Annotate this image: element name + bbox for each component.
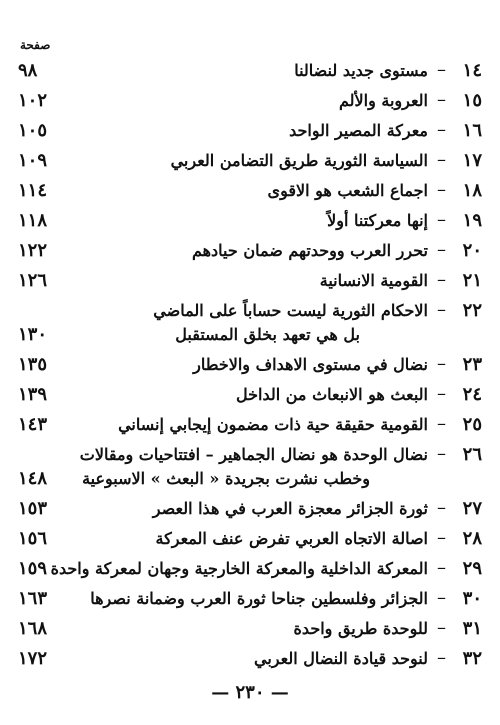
toc-entry bbox=[0, 380, 500, 410]
entry-index: ١٨ bbox=[462, 180, 482, 201]
toc-entry bbox=[0, 494, 500, 524]
entry-page-number: ١١٨ bbox=[18, 210, 48, 231]
toc-entry bbox=[0, 584, 500, 614]
entry-dash: – bbox=[437, 557, 446, 578]
entry-dash: – bbox=[437, 209, 446, 230]
entry-index: ١٤ bbox=[462, 60, 482, 81]
entry-page-number: ١٠٢ bbox=[18, 90, 48, 111]
entry-title: القومية حقيقة حية ذات مضمون إيجابي إنساني bbox=[118, 415, 428, 434]
entry-dash: – bbox=[437, 497, 446, 518]
entry-index: ٢٤ bbox=[462, 384, 482, 405]
entry-page-number: ١٧٢ bbox=[18, 648, 48, 669]
entry-index: ٢٣ bbox=[462, 354, 482, 375]
entry-dash: – bbox=[437, 527, 446, 548]
entry-index: ٢٢ bbox=[462, 300, 482, 321]
entry-page-number: ٩٨ bbox=[18, 60, 38, 81]
toc-entry bbox=[0, 176, 500, 206]
entry-page-number: ١٣٩ bbox=[18, 384, 48, 405]
entry-index: ١٩ bbox=[462, 210, 482, 231]
entry-title: إنها معركتنا أولاً bbox=[327, 211, 428, 230]
entry-page-number: ١٢٢ bbox=[18, 240, 48, 261]
page-footer-number: — ٢٣٠ — bbox=[211, 682, 289, 703]
entry-title: الجزائر وفلسطين جناحا ثورة العرب وضمانة نصرها bbox=[90, 589, 428, 608]
entry-index: ١٧ bbox=[462, 150, 482, 171]
entry-title-continuation: وخطب نشرت بجريدة « البعث » الاسبوعية bbox=[82, 469, 370, 488]
entry-page-number: ١٣٠ bbox=[18, 324, 48, 345]
toc-entry bbox=[0, 644, 500, 674]
entry-dash: – bbox=[437, 89, 446, 110]
entry-page-number: ١٣٥ bbox=[18, 354, 48, 375]
entry-index: ٢٩ bbox=[462, 558, 482, 579]
entry-index: ١٦ bbox=[462, 120, 482, 141]
entry-page-number: ١٥٩ bbox=[18, 558, 48, 579]
entry-page-number: ١٢٦ bbox=[18, 270, 48, 291]
toc-entry bbox=[0, 206, 500, 236]
page-column-header: صفحة bbox=[20, 38, 51, 52]
entry-index: ٣٢ bbox=[462, 648, 482, 669]
entry-title: مستوى جديد لنضالنا bbox=[294, 61, 428, 80]
entry-index: ٢٥ bbox=[462, 414, 482, 435]
entry-title: معركة المصير الواحد bbox=[289, 121, 428, 140]
entry-dash: – bbox=[437, 443, 446, 464]
toc-entry bbox=[0, 56, 500, 86]
toc-entry bbox=[0, 440, 500, 494]
entry-title: لنوحد قيادة النضال العربي bbox=[253, 649, 428, 668]
entry-index: ٢٠ bbox=[462, 240, 482, 261]
toc-entry bbox=[0, 116, 500, 146]
entry-index: ٣١ bbox=[462, 618, 482, 639]
entry-index: ٢٦ bbox=[462, 444, 482, 465]
entry-title: اصالة الاتجاه العربي تفرض عنف المعركة bbox=[155, 529, 428, 548]
entry-dash: – bbox=[437, 179, 446, 200]
entry-page-number: ١٥٣ bbox=[18, 498, 48, 519]
entry-dash: – bbox=[437, 353, 446, 374]
toc-entry bbox=[0, 350, 500, 380]
entry-dash: – bbox=[437, 413, 446, 434]
entry-title: العروبة والألم bbox=[338, 91, 428, 110]
toc-entry bbox=[0, 146, 500, 176]
entry-dash: – bbox=[437, 269, 446, 290]
entry-dash: – bbox=[437, 299, 446, 320]
toc-entry bbox=[0, 296, 500, 350]
entry-index: ٢٨ bbox=[462, 528, 482, 549]
entry-page-number: ١٦٨ bbox=[18, 618, 48, 639]
entry-dash: – bbox=[437, 59, 446, 80]
entry-dash: – bbox=[437, 587, 446, 608]
entry-dash: – bbox=[437, 383, 446, 404]
entry-title: الاحكام الثورية ليست حساباً على الماضي bbox=[153, 301, 428, 320]
entry-page-number: ١٦٣ bbox=[18, 588, 48, 609]
entry-title: السياسة الثورية طريق التضامن العربي bbox=[170, 151, 428, 170]
entry-title: اجماع الشعب هو الاقوى bbox=[267, 181, 428, 200]
entry-page-number: ١٠٩ bbox=[18, 150, 48, 171]
toc-entries bbox=[0, 56, 500, 674]
entry-index: ٢٧ bbox=[462, 498, 482, 519]
entry-title: نضال في مستوى الاهداف والاخطار bbox=[193, 355, 428, 374]
toc-entry bbox=[0, 554, 500, 584]
entry-dash: – bbox=[437, 119, 446, 140]
entry-page-number: ١٥٦ bbox=[18, 528, 48, 549]
entry-title: المعركة الداخلية والمعركة الخارجية وجهان لمعركة واحدة bbox=[50, 559, 428, 578]
toc-entry bbox=[0, 266, 500, 296]
entry-dash: – bbox=[437, 239, 446, 260]
entry-title: تحرر العرب ووحدتهم ضمان حيادهم bbox=[191, 241, 428, 260]
entry-index: ٣٠ bbox=[462, 588, 482, 609]
entry-title: ثورة الجزائر معجزة العرب في هذا العصر bbox=[152, 499, 428, 518]
toc-entry bbox=[0, 86, 500, 116]
entry-page-number: ١٤٨ bbox=[18, 468, 48, 489]
toc-entry bbox=[0, 410, 500, 440]
entry-title-continuation: بل هي تعهد بخلق المستقبل bbox=[175, 325, 360, 344]
entry-index: ٢١ bbox=[462, 270, 482, 291]
entry-dash: – bbox=[437, 647, 446, 668]
entry-page-number: ١٠٥ bbox=[18, 120, 48, 141]
toc-entry bbox=[0, 236, 500, 266]
entry-title: نضال الوحدة هو نضال الجماهير – افتتاحيات ومقالات bbox=[79, 445, 428, 464]
entry-index: ١٥ bbox=[462, 90, 482, 111]
entry-page-number: ١١٤ bbox=[18, 180, 48, 201]
toc-entry bbox=[0, 524, 500, 554]
toc-entry bbox=[0, 614, 500, 644]
entry-title: القومية الانسانية bbox=[319, 271, 428, 290]
entry-title: للوحدة طريق واحدة bbox=[293, 619, 428, 638]
entry-title: البعث هو الانبعاث من الداخل bbox=[236, 385, 428, 404]
entry-dash: – bbox=[437, 149, 446, 170]
entry-dash: – bbox=[437, 617, 446, 638]
entry-page-number: ١٤٣ bbox=[18, 414, 48, 435]
